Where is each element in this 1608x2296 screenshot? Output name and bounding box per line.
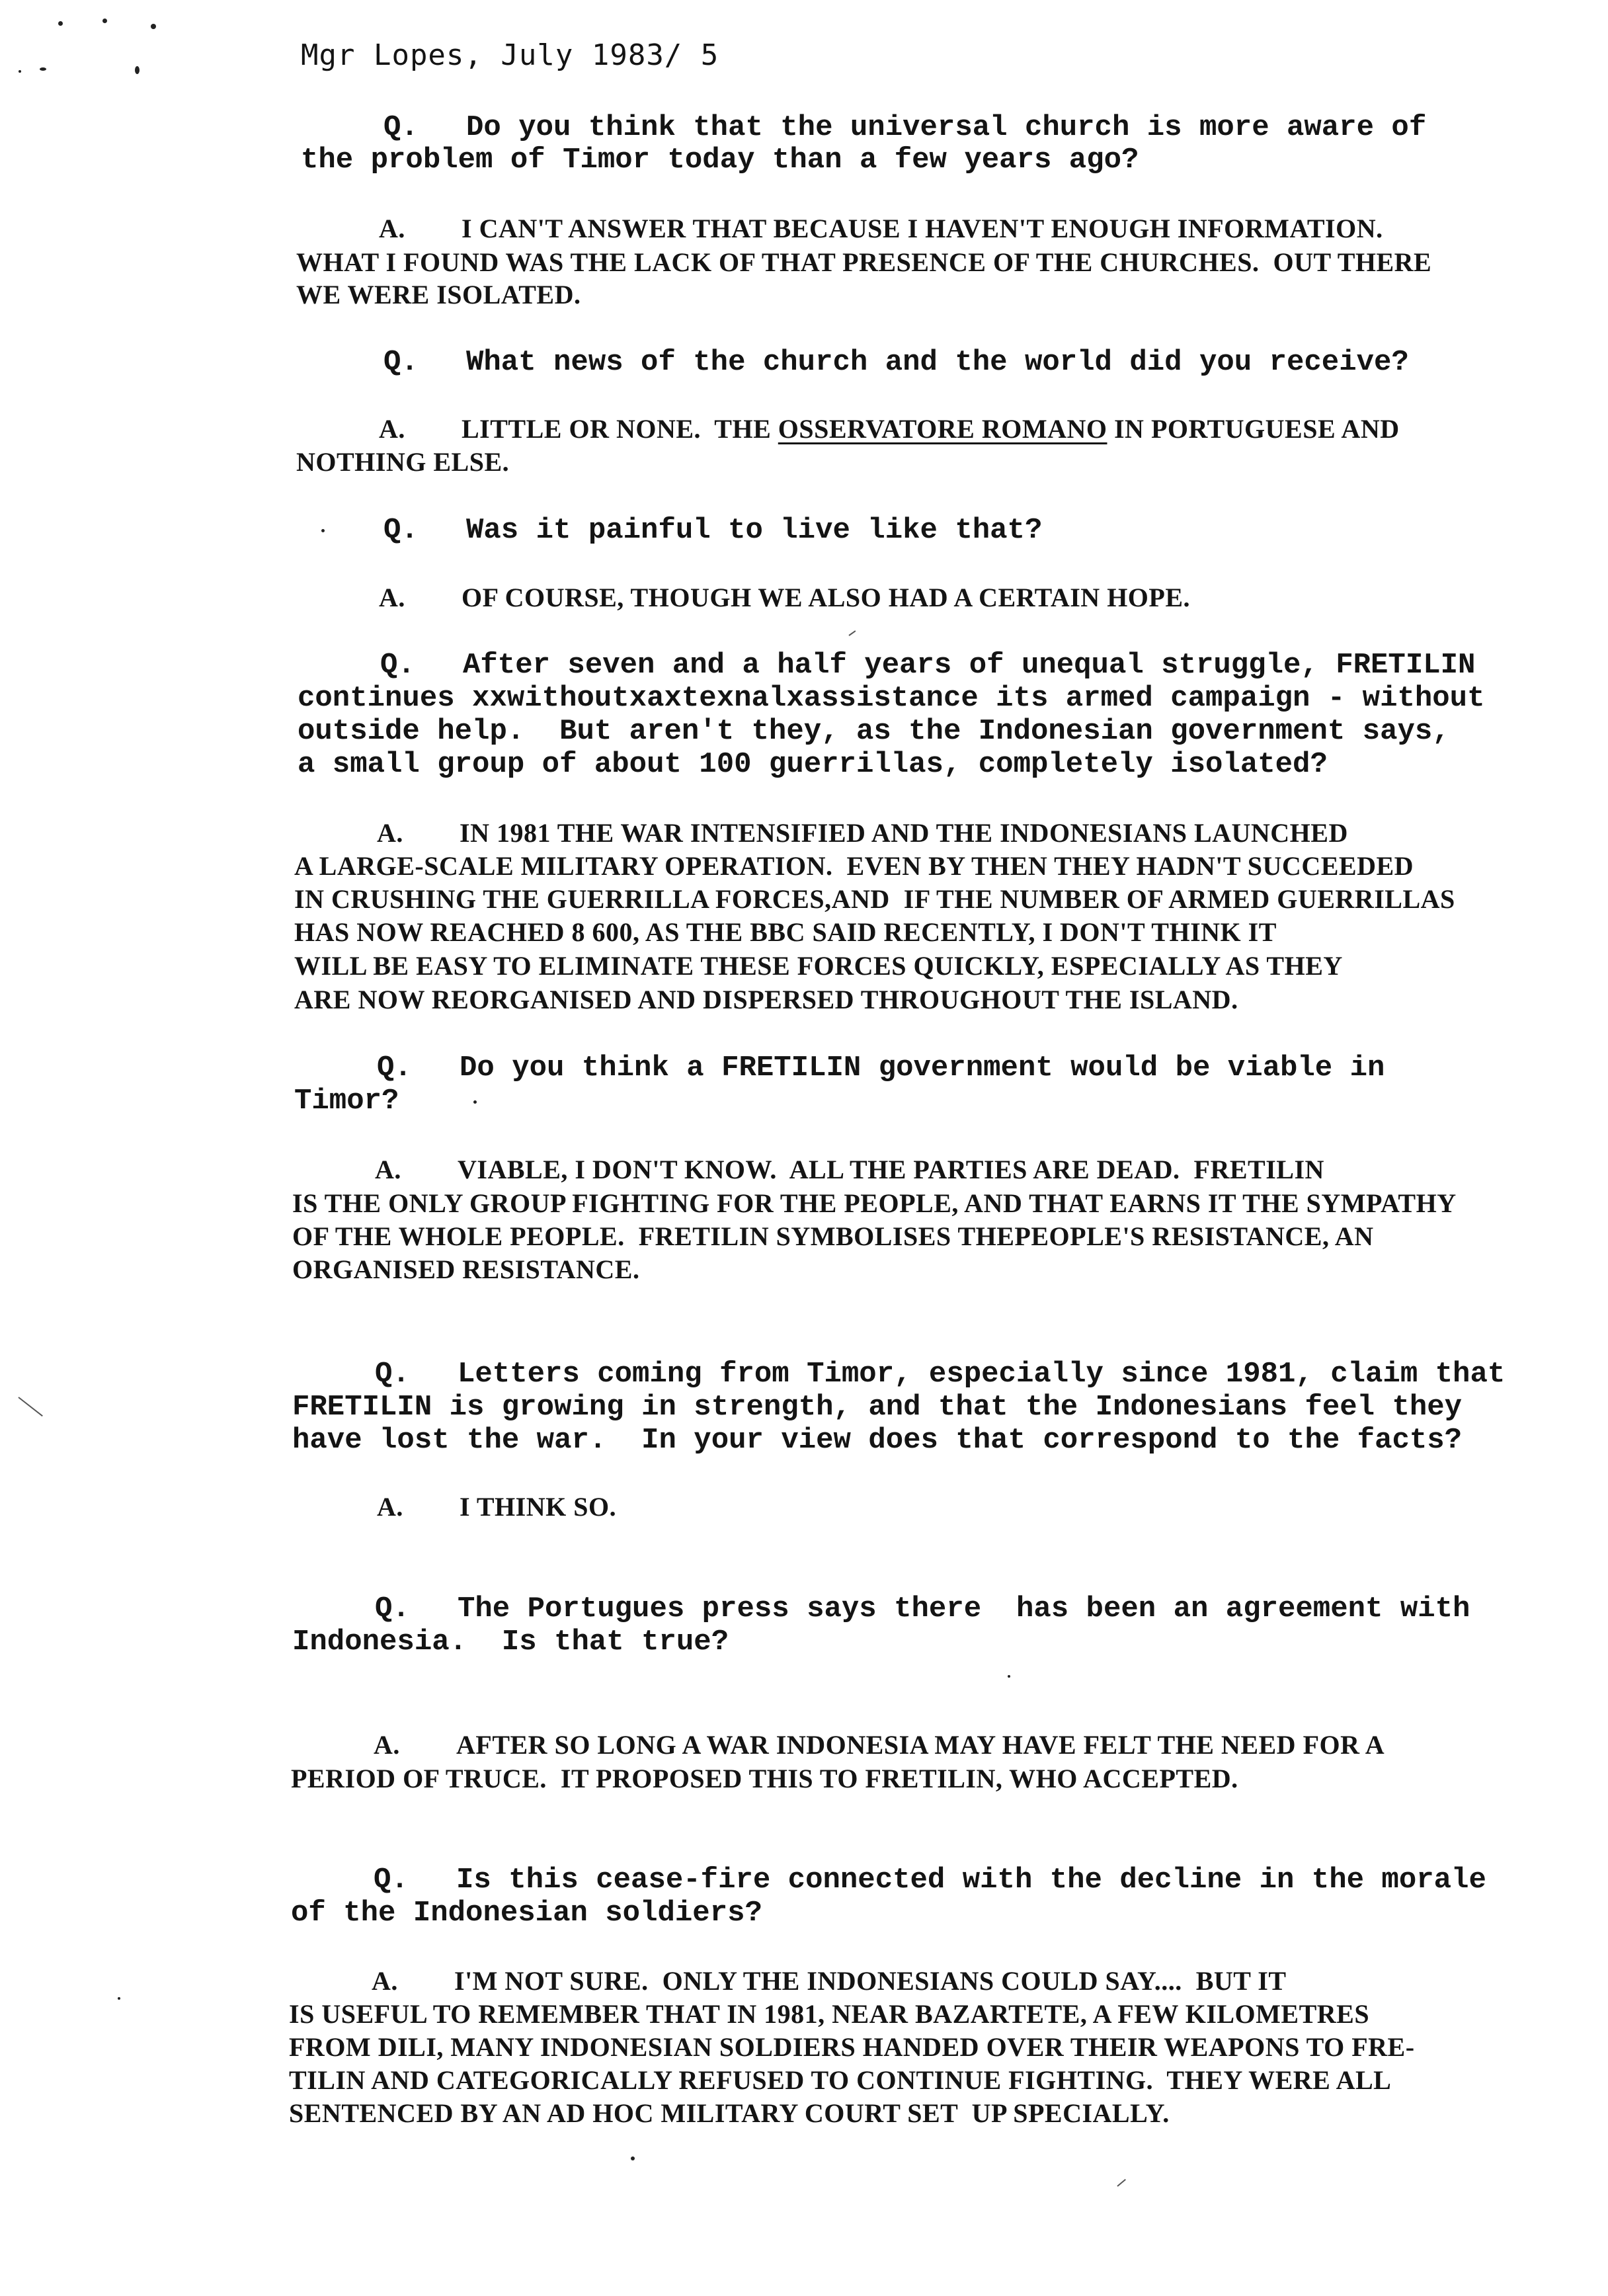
question-text: Do you think that the universal church is more aware of — [466, 111, 1427, 144]
scan-speck — [151, 24, 156, 29]
answer-text: LITTLE OR NONE. THE — [462, 414, 778, 444]
question-marker: Q. — [380, 649, 415, 682]
question-line — [383, 111, 1426, 144]
question-marker: Q. — [375, 1592, 410, 1625]
answer-text: I THINK SO. — [460, 1492, 617, 1522]
answer-line: A LARGE-SCALE MILITARY OPERATION. EVEN BY THEN THEY HADN'T SUCCEEDED — [294, 851, 1414, 881]
question-line — [383, 514, 1042, 547]
publication-title: OSSERVATORE ROMANO — [778, 414, 1107, 444]
question-marker: Q. — [383, 346, 419, 379]
answer-line — [377, 817, 1348, 848]
question-line — [377, 1051, 1385, 1085]
question-line: outside help. But aren't they, as the Indonesian government says, — [298, 715, 1450, 748]
question-text: Letters coming from Timor, especially since 1981, claim that — [458, 1358, 1506, 1391]
question-text: Was it painful to live like that? — [466, 514, 1043, 547]
answer-marker: A. — [377, 1492, 403, 1522]
question-line — [375, 1592, 1470, 1625]
question-line — [383, 346, 1409, 379]
question-line: continues xxwithoutxaxtexnalxassistance its armed campaign - without — [298, 682, 1485, 715]
answer-marker: A. — [375, 1155, 401, 1184]
scan-speck — [118, 1997, 120, 2000]
answer-text: VIABLE, I DON'T KNOW. ALL THE PARTIES ARE DEAD. FRETILIN — [458, 1155, 1324, 1184]
answer-line: WILL BE EASY TO ELIMINATE THESE FORCES QUICKLY, ESPECIALLY AS THEY — [294, 951, 1343, 981]
question-text: After seven and a half years of unequal struggle, FRETILIN — [463, 649, 1476, 682]
answer-line: FROM DILI, MANY INDONESIAN SOLDIERS HANDED OVER THEIR WEAPONS TO FRE- — [289, 2032, 1415, 2062]
scan-stroke — [18, 1397, 42, 1416]
question-line: FRETILIN is growing in strength, and that the Indonesians feel they — [292, 1391, 1463, 1424]
answer-marker: A. — [379, 583, 405, 612]
answer-line — [379, 582, 1190, 613]
answer-line: NOTHING ELSE. — [296, 447, 510, 477]
scan-speck — [19, 70, 21, 73]
answer-line — [372, 1965, 1287, 1996]
answer-line — [379, 413, 1400, 444]
question-line: Indonesia. Is that true? — [292, 1625, 729, 1659]
question-marker: Q. — [383, 514, 419, 547]
answer-text: OF COURSE, THOUGH WE ALSO HAD A CERTAIN HOPE. — [462, 583, 1191, 612]
answer-marker: A. — [372, 1966, 398, 1996]
question-line — [374, 1864, 1486, 1897]
answer-line: ORGANISED RESISTANCE. — [292, 1254, 640, 1284]
question-text: Do you think a FRETILIN government would be viable in — [460, 1051, 1385, 1085]
answer-line: SENTENCED BY AN AD HOC MILITARY COURT SET UP SPECIALLY. — [289, 2098, 1170, 2128]
answer-line: IS THE ONLY GROUP FIGHTING FOR THE PEOPLE, AND THAT EARNS IT THE SYMPATHY — [292, 1188, 1457, 1218]
answer-text: I'M NOT SURE. ONLY THE INDONESIANS COULD SAY.... BUT IT — [454, 1966, 1287, 1996]
question-line: of the Indonesian soldiers? — [291, 1897, 762, 1930]
question-marker: Q. — [383, 111, 419, 144]
answer-marker: A. — [379, 214, 405, 243]
question-text: The Portugues press says there has been an agreement with — [458, 1592, 1470, 1625]
question-line: have lost the war. In your view does that correspond to the facts? — [292, 1424, 1463, 1457]
answer-text: IN PORTUGUESE AND — [1107, 414, 1400, 444]
scan-stroke — [848, 630, 856, 636]
answer-text: I CAN'T ANSWER THAT BECAUSE I HAVEN'T ENOUGH INFORMATION. — [462, 214, 1383, 243]
scan-speck — [631, 2156, 635, 2160]
answer-line: WE WERE ISOLATED. — [296, 280, 581, 309]
question-line: a small group of about 100 guerrillas, completely isolated? — [298, 748, 1328, 781]
answer-line: IS USEFUL TO REMEMBER THAT IN 1981, NEAR BAZARTETE, A FEW KILOMETRES — [289, 1999, 1370, 2029]
question-text: What news of the church and the world did you receive? — [466, 346, 1409, 379]
question-line — [375, 1358, 1505, 1391]
scan-speck — [473, 1100, 477, 1104]
question-text: Is this cease-fire connected with the decline in the morale — [456, 1864, 1486, 1897]
answer-line: PERIOD OF TRUCE. IT PROPOSED THIS TO FRETILIN, WHO ACCEPTED. — [291, 1764, 1238, 1793]
answer-line — [377, 1491, 616, 1522]
answer-line: OF THE WHOLE PEOPLE. FRETILIN SYMBOLISES THEPEOPLE'S RESISTANCE, AN — [292, 1221, 1374, 1251]
page-header: Mgr Lopes, July 1983/ 5 — [301, 38, 719, 72]
question-marker: Q. — [374, 1864, 409, 1897]
answer-text: IN 1981 THE WAR INTENSIFIED AND THE INDONESIANS LAUNCHED — [460, 818, 1348, 848]
answer-line: WHAT I FOUND WAS THE LACK OF THAT PRESENCE OF THE CHURCHES. OUT THERE — [296, 247, 1432, 277]
answer-line — [374, 1729, 1385, 1760]
question-line: the problem of Timor today than a few years ago? — [301, 144, 1139, 177]
scan-speck — [40, 67, 46, 71]
question-marker: Q. — [375, 1358, 410, 1391]
scan-speck — [102, 19, 107, 23]
answer-line — [379, 213, 1383, 244]
question-marker: Q. — [377, 1051, 412, 1085]
answer-marker: A. — [377, 818, 403, 848]
answer-line: HAS NOW REACHED 8 600, AS THE BBC SAID RECENTLY, I DON'T THINK IT — [294, 917, 1277, 947]
scan-stroke — [1117, 2179, 1126, 2187]
question-line — [380, 649, 1475, 682]
question-line: Timor? — [294, 1085, 399, 1118]
answer-marker: A. — [374, 1730, 400, 1760]
scan-speck — [135, 66, 140, 74]
answer-line: ARE NOW REORGANISED AND DISPERSED THROUGHOUT THE ISLAND. — [294, 985, 1238, 1014]
scan-speck — [58, 21, 63, 26]
answer-line: TILIN AND CATEGORICALLY REFUSED TO CONTINUE FIGHTING. THEY WERE ALL — [289, 2065, 1392, 2095]
scan-speck — [1008, 1675, 1010, 1678]
answer-line: IN CRUSHING THE GUERRILLA FORCES,AND IF THE NUMBER OF ARMED GUERRILLAS — [294, 884, 1455, 914]
answer-marker: A. — [379, 414, 405, 444]
scan-speck — [321, 529, 325, 532]
answer-text: AFTER SO LONG A WAR INDONESIA MAY HAVE FELT THE NEED FOR A — [456, 1730, 1385, 1760]
answer-line — [375, 1154, 1324, 1185]
